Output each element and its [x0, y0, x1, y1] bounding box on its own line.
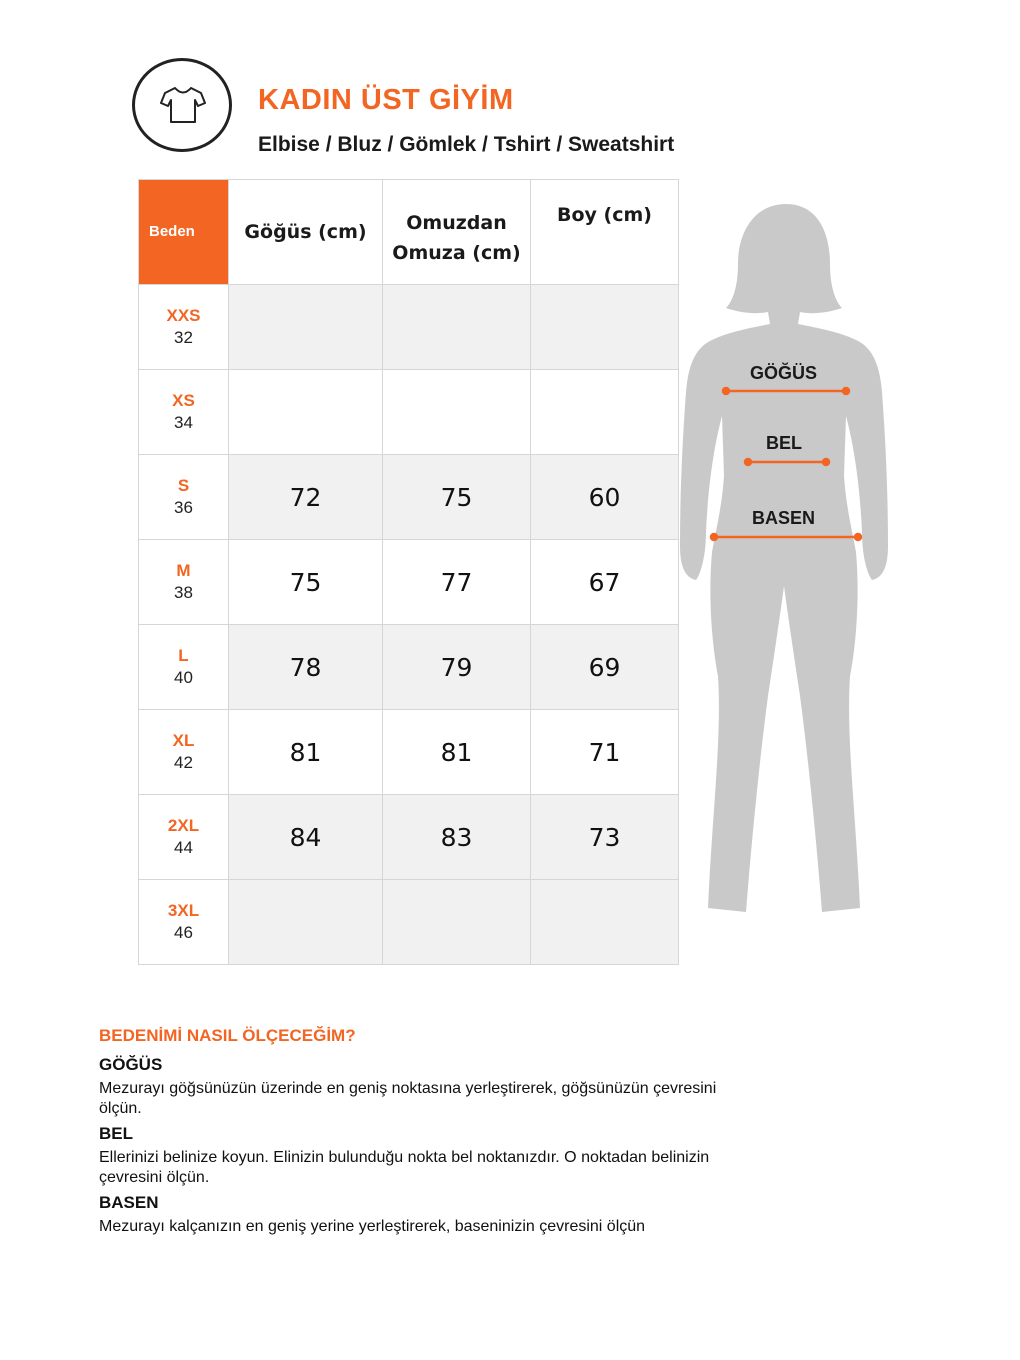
boy-value: 73 [531, 795, 679, 880]
size-number: 38 [174, 583, 193, 602]
boy-value: 67 [531, 540, 679, 625]
size-cell [139, 540, 229, 625]
omuz-value [383, 285, 531, 370]
table-row [139, 370, 679, 455]
size-number: 44 [174, 838, 193, 857]
size-number: 46 [174, 923, 193, 942]
tshirt-icon [160, 85, 206, 125]
figure-label-gogus: GÖĞÜS [750, 363, 818, 383]
size-cell [139, 880, 229, 965]
boy-value: 71 [531, 710, 679, 795]
body-figure [672, 196, 902, 920]
figure-label-basen: BASEN [752, 508, 816, 528]
table-row [139, 795, 679, 880]
header-omuz-line2: Omuza (cm) [392, 242, 521, 264]
header-gogus: Göğüs (cm) [229, 180, 383, 285]
size-label: XS [172, 391, 195, 410]
size-cell [139, 710, 229, 795]
page-title: KADIN ÜST GİYİM [258, 84, 514, 116]
omuz-value: 79 [383, 625, 531, 710]
boy-value [531, 880, 679, 965]
gogus-value: 78 [229, 625, 383, 710]
size-label: 3XL [167, 901, 200, 920]
gogus-value [229, 370, 383, 455]
omuz-value [383, 370, 531, 455]
size-chart-table [138, 179, 679, 965]
omuz-value: 77 [383, 540, 531, 625]
omuz-value: 81 [383, 710, 531, 795]
page-subtitle: Elbise / Bluz / Gömlek / Tshirt / Sweatshirt [258, 133, 675, 156]
table-row [139, 540, 679, 625]
gogus-value [229, 880, 383, 965]
boy-value [531, 370, 679, 455]
gogus-value: 81 [229, 710, 383, 795]
size-number: 34 [174, 413, 193, 432]
header-boy: Boy (cm) [531, 180, 679, 285]
size-label: S [177, 476, 190, 495]
size-number: 42 [174, 753, 193, 772]
size-label: L [178, 646, 189, 665]
boy-value: 60 [531, 455, 679, 540]
table-row [139, 625, 679, 710]
size-number: 32 [174, 328, 193, 347]
size-label: XXS [166, 306, 201, 325]
gogus-value: 84 [229, 795, 383, 880]
size-number: 40 [174, 668, 193, 687]
section-heading-gogus: GÖĞÜS [99, 1055, 163, 1074]
size-cell [139, 455, 229, 540]
boy-value [531, 285, 679, 370]
table-row [139, 455, 679, 540]
table-header-row [139, 180, 679, 285]
header-omuz-line1: Omuzdan [406, 212, 507, 234]
table-row [139, 285, 679, 370]
gogus-value [229, 285, 383, 370]
section-heading-bel: BEL [99, 1124, 133, 1143]
section-text-bel: Ellerinizi belinize koyun. Elinizin bulunduğu nokta bel noktanızdır. O noktadan belinizin çevresini ölçün. [99, 1149, 710, 1186]
size-label: 2XL [167, 816, 200, 835]
size-cell [139, 795, 229, 880]
section-heading-basen: BASEN [99, 1193, 159, 1212]
size-number: 36 [174, 498, 193, 517]
table-row [139, 710, 679, 795]
female-silhouette-icon [672, 196, 902, 920]
section-text-basen: Mezurayı kalçanızın en geniş yerine yerleştirerek, baseninizin çevresini ölçün [99, 1218, 646, 1235]
omuz-value: 83 [383, 795, 531, 880]
omuz-value [383, 880, 531, 965]
table-row [139, 880, 679, 965]
howto-title: BEDENİMİ NASIL ÖLÇECEĞİM? [99, 1026, 356, 1045]
figure-label-bel: BEL [766, 433, 802, 453]
boy-value: 69 [531, 625, 679, 710]
logo-badge [132, 58, 232, 152]
header-beden: Beden [139, 180, 229, 285]
gogus-value: 72 [229, 455, 383, 540]
section-text-gogus: Mezurayı göğsünüzün üzerinde en geniş noktasına yerleştirerek, göğsünüzün çevresini ölçün. [99, 1080, 717, 1117]
size-label: M [176, 561, 191, 580]
size-label: XL [172, 731, 195, 750]
omuz-value: 75 [383, 455, 531, 540]
size-cell [139, 625, 229, 710]
size-cell [139, 285, 229, 370]
header-omuz [383, 180, 531, 285]
size-cell [139, 370, 229, 455]
gogus-value: 75 [229, 540, 383, 625]
